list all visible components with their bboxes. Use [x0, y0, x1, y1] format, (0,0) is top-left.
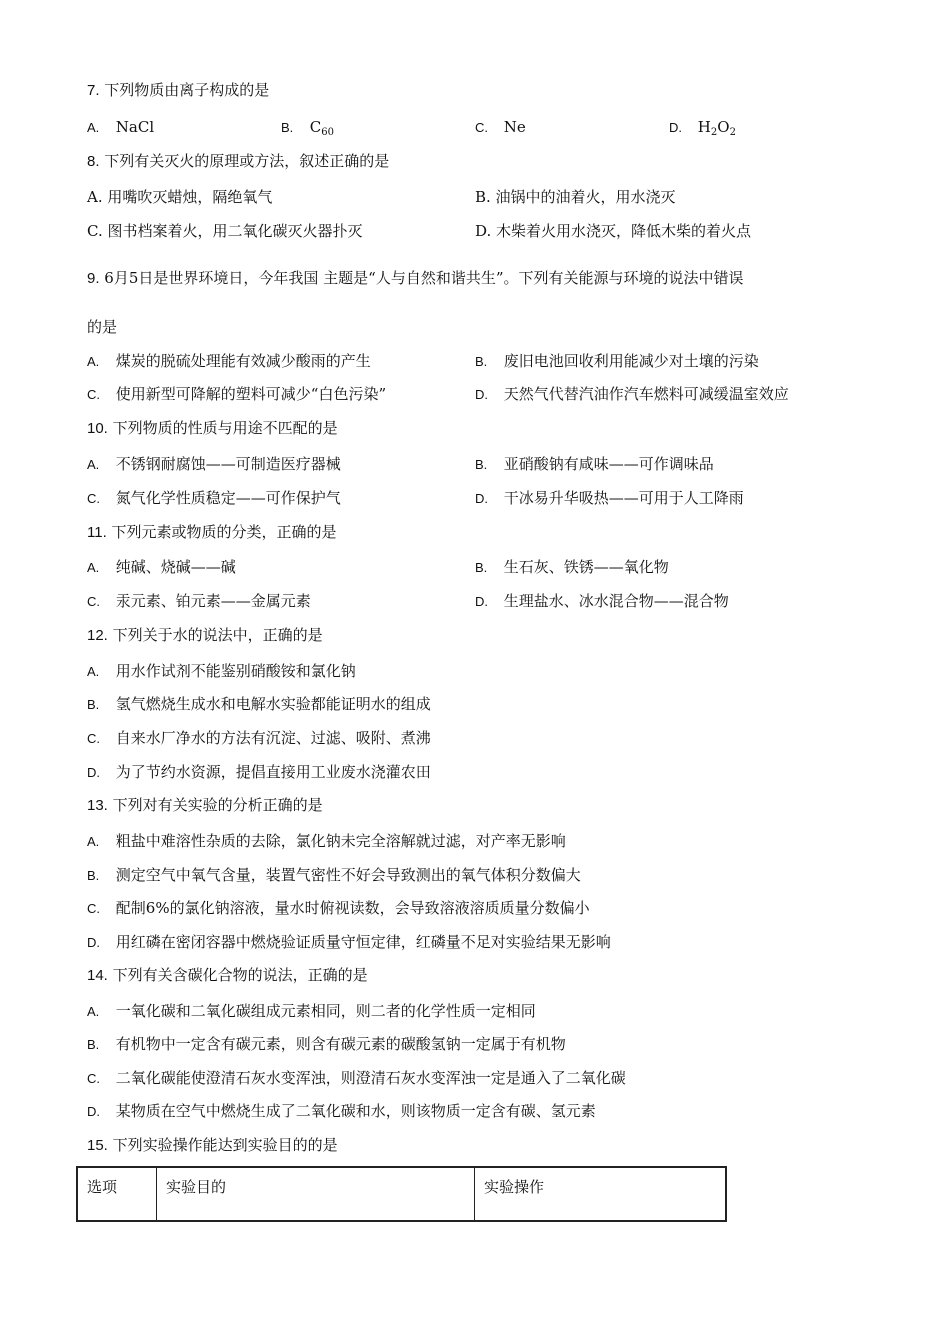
option-text: 使用新型可降解的塑料可减少“白色污染”: [115, 385, 387, 403]
option-text: 为了节约水资源，提倡直接用工业废水浇灌农田: [115, 763, 431, 781]
option-label: D.: [475, 491, 488, 506]
option-text: 汞元素、铂元素——金属元素: [115, 592, 311, 610]
option-d: [669, 117, 736, 138]
question-number: 13.: [87, 797, 108, 814]
option-label: D.: [669, 120, 682, 135]
option-text: 煤炭的脱硫处理能有效减少酸雨的产生: [115, 352, 371, 370]
option-d: [87, 932, 611, 953]
option-d: [475, 591, 729, 612]
option-text: 不锈钢耐腐蚀——可制造医疗器械: [115, 455, 341, 473]
option-b: [475, 557, 669, 578]
option-d: D. 木柴着火用水浇灭，降低木柴的着火点: [475, 222, 752, 240]
question-number: 7.: [87, 82, 100, 99]
option-b: [87, 865, 581, 886]
option-b: [87, 694, 431, 715]
option-text: 生石灰、铁锈——氧化物: [503, 558, 669, 576]
option-a: [87, 831, 566, 852]
option-a: [87, 1001, 536, 1022]
option-label: D.: [87, 765, 100, 780]
option-label: D.: [475, 594, 488, 609]
option-text: 二氧化碳能使澄清石灰水变浑浊，则澄清石灰水变浑浊一定是通入了二氧化碳: [115, 1069, 626, 1087]
table-header-cell: 实验目的: [157, 1167, 475, 1221]
option-label: B.: [475, 560, 488, 575]
option-label: C.: [475, 120, 488, 135]
question-number: 15.: [87, 1137, 108, 1154]
question-text: 下列有关含碳化合物的说法，正确的是: [112, 966, 368, 984]
question-number: 10.: [87, 420, 108, 437]
option-label: A.: [87, 560, 100, 575]
question-number: 8.: [87, 153, 100, 170]
option-text: 用水作试剂不能鉴别硝酸铵和氯化钠: [115, 662, 356, 680]
option-c: [87, 488, 341, 509]
option-text: $H_2O_2$: [697, 118, 736, 138]
option-label: B.: [475, 457, 488, 472]
option-text: 配制6%的氯化钠溶液，量水时俯视读数，会导致溶液溶质质量分数偏小: [115, 899, 590, 917]
option-c: [87, 384, 386, 405]
option-text: 氢气燃烧生成水和电解水实验都能证明水的组成: [115, 695, 431, 713]
option-c: [87, 728, 431, 749]
question-11-stem: [87, 522, 337, 543]
option-a: [87, 557, 236, 578]
option-b: [475, 351, 759, 372]
option-label: A.: [87, 120, 100, 135]
option-text: Ne: [503, 118, 526, 136]
question-text: 6月5日是世界环境日，今年我国 主题是“人与自然和谐共生”。下列有关能源与环境的说法中错误: [104, 269, 744, 287]
option-c: [87, 591, 311, 612]
option-a: [87, 661, 356, 682]
option-text: 粗盐中难溶性杂质的去除，氯化钠未完全溶解就过滤，对产率无影响: [115, 832, 566, 850]
option-c: [87, 1068, 626, 1089]
option-label: A.: [87, 354, 100, 369]
option-text: 氮气化学性质稳定——可作保护气: [115, 489, 341, 507]
question-number: 12.: [87, 627, 108, 644]
option-b: [475, 454, 714, 475]
option-b: [281, 117, 334, 138]
option-text: 废旧电池回收利用能减少对土壤的污染: [503, 352, 759, 370]
question-9-stem-continued: 的是: [87, 318, 118, 336]
option-text: 自来水厂净水的方法有沉淀、过滤、吸附、煮沸: [115, 729, 431, 747]
option-label: C.: [87, 387, 100, 402]
option-a: [87, 117, 154, 138]
option-text: 生理盐水、冰水混合物——混合物: [503, 592, 729, 610]
question-text: 下列实验操作能达到实验目的的是: [112, 1136, 338, 1154]
option-label: C.: [87, 594, 100, 609]
option-d: [87, 1101, 596, 1122]
option-text: NaCl: [115, 118, 155, 136]
option-label: D.: [475, 387, 488, 402]
option-a: [87, 454, 341, 475]
question-text: 下列有关灭火的原理或方法，叙述正确的是: [104, 152, 390, 170]
question-text: 下列物质的性质与用途不匹配的是: [112, 419, 338, 437]
question-14-stem: [87, 965, 368, 986]
question-number: 14.: [87, 967, 108, 984]
option-label: A.: [87, 1004, 100, 1019]
option-label: D.: [87, 935, 100, 950]
option-label: A.: [87, 664, 100, 679]
question-text: 下列关于水的说法中，正确的是: [112, 626, 323, 644]
question-9-stem: [87, 268, 744, 289]
question-13-stem: [87, 795, 323, 816]
question-number: 9.: [87, 270, 100, 287]
option-label: A.: [87, 834, 100, 849]
option-text: 某物质在空气中燃烧生成了二氧化碳和水，则该物质一定含有碳、氢元素: [115, 1102, 596, 1120]
option-text: 一氧化碳和二氧化碳组成元素相同，则二者的化学性质一定相同: [115, 1002, 536, 1020]
option-text: 用红磷在密闭容器中燃烧验证质量守恒定律，红磷量不足对实验结果无影响: [115, 933, 611, 951]
option-d: [475, 488, 744, 509]
option-text: 测定空气中氧气含量，装置气密性不好会导致测出的氧气体积分数偏大: [115, 866, 581, 884]
experiment-table: [76, 1166, 727, 1222]
question-15-stem: [87, 1135, 338, 1156]
table-header-row: [77, 1167, 726, 1221]
option-label: B.: [87, 697, 100, 712]
question-text: 下列元素或物质的分类，正确的是: [111, 523, 337, 541]
option-label: C.: [87, 901, 100, 916]
option-label: B.: [87, 868, 100, 883]
question-number: 11.: [87, 524, 107, 541]
option-c: C. 图书档案着火，用二氧化碳灭火器扑灭: [87, 222, 363, 240]
option-text: 干冰易升华吸热——可用于人工降雨: [503, 489, 744, 507]
option-label: B.: [281, 120, 294, 135]
option-label: B.: [87, 1037, 100, 1052]
option-label: C.: [87, 1071, 100, 1086]
table-header-cell: 实验操作: [475, 1167, 727, 1221]
question-10-stem: [87, 418, 338, 439]
option-label: A.: [87, 457, 100, 472]
option-d: [87, 762, 431, 783]
option-label: D.: [87, 1104, 100, 1119]
question-12-stem: [87, 625, 323, 646]
option-b: [87, 1034, 566, 1055]
question-text: 下列物质由离子构成的是: [104, 81, 270, 99]
option-a: [87, 351, 371, 372]
option-text: 有机物中一定含有碳元素，则含有碳元素的碳酸氢钠一定属于有机物: [115, 1035, 566, 1053]
question-text: 下列对有关实验的分析正确的是: [112, 796, 323, 814]
option-label: B.: [475, 354, 488, 369]
table-header-cell: 选项: [77, 1167, 157, 1221]
option-c: [475, 117, 526, 138]
option-d: [475, 384, 789, 405]
option-text: 亚硝酸钠有咸味——可作调味品: [503, 455, 714, 473]
option-text: 天然气代替汽油作汽车燃料可减缓温室效应: [503, 385, 789, 403]
question-7-stem: [87, 80, 269, 101]
option-label: C.: [87, 731, 100, 746]
option-c: [87, 898, 590, 919]
option-a: A. 用嘴吹灭蜡烛，隔绝氧气: [87, 188, 273, 206]
question-8-stem: [87, 151, 389, 172]
option-text: 纯碱、烧碱——碱: [115, 558, 236, 576]
option-b: B. 油锅中的油着火，用水浇灭: [475, 188, 676, 206]
option-text: $C_{60}$: [309, 118, 334, 138]
option-label: C.: [87, 491, 100, 506]
